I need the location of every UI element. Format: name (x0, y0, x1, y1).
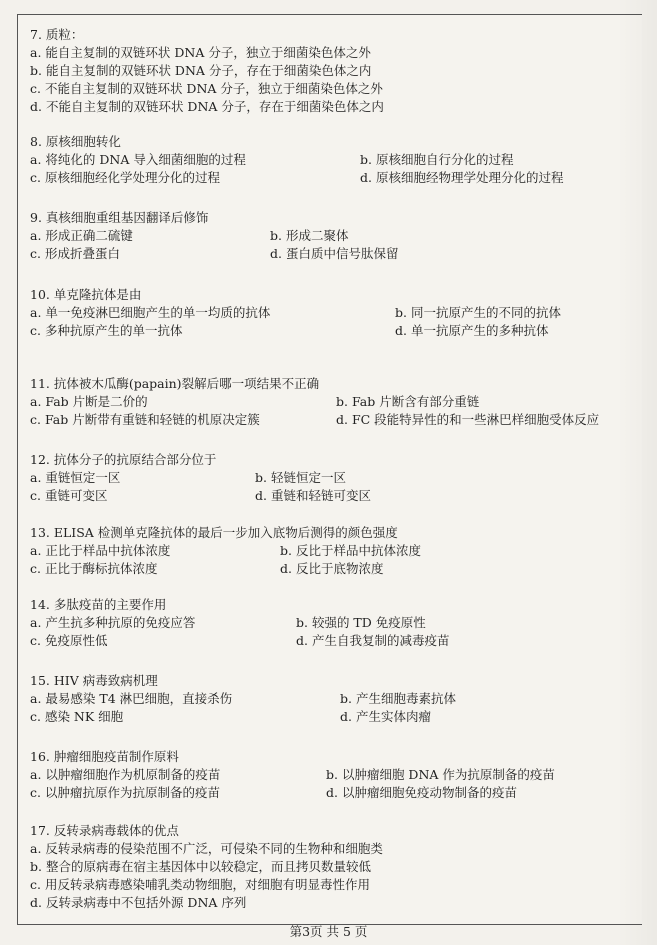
question-11 (30, 375, 600, 429)
option-text: d. 反转录病毒中不包括外源 DNA 序列 (30, 895, 247, 910)
question-stem: 7. 质粒： (30, 27, 84, 42)
option-text: d. 不能自主复制的双链环状 DNA 分子，存在于细菌染色体之内 (30, 99, 384, 114)
question-10 (30, 286, 561, 340)
option-text: b. 能自主复制的双链环状 DNA 分子，存在于细菌染色体之内 (30, 63, 372, 78)
option-row (30, 560, 398, 578)
option-text: d. 重链和轻链可变区 (255, 488, 371, 503)
option-text: c. 重链可变区 (30, 488, 108, 503)
option-text: a. 正比于样品中抗体浓度 (30, 543, 171, 558)
option-row (30, 44, 371, 62)
option-text: a. 重链恒定一区 (30, 470, 121, 485)
option-text: c. 免疫原性低 (30, 633, 108, 648)
option-text: d. 反比于底物浓度 (280, 561, 384, 576)
option-text: b. 较强的 TD 免疫原性 (296, 615, 426, 630)
option-text: c. 形成折叠蛋白 (30, 246, 120, 261)
option-row (30, 393, 480, 411)
option-text: d. 以肿瘤细胞免疫动物制备的疫苗 (326, 785, 517, 800)
option-row (30, 766, 555, 784)
option-text: c. 多种抗原产生的单一抗体 (30, 323, 183, 338)
question-stem: 16. 肿瘤细胞疫苗制作原料 (30, 749, 179, 764)
option-text: d. 产生自我复制的减毒疫苗 (296, 633, 450, 648)
option-text: b. 形成二聚体 (270, 228, 349, 243)
option-row (30, 80, 383, 98)
option-text: a. 形成正确二硫键 (30, 228, 133, 243)
option-row (30, 690, 456, 708)
option-text: a. 单一免疫淋巴细胞产生的单一均质的抗体 (30, 305, 271, 320)
option-row (30, 227, 349, 245)
page-footer: 第3页 共 5 页 (289, 924, 368, 939)
option-text: b. 轻链恒定一区 (255, 470, 346, 485)
question-17 (30, 822, 383, 912)
option-text: c. 正比于酶标抗体浓度 (30, 561, 158, 576)
option-text: b. Fab 片断含有部分重链 (336, 394, 480, 409)
option-row (30, 858, 371, 876)
question-8 (30, 133, 564, 187)
option-text: b. 整合的原病毒在宿主基因体中以较稳定，而且拷贝数量较低 (30, 859, 371, 874)
option-text: c. 以肿瘤抗原作为抗原制备的疫苗 (30, 785, 220, 800)
question-stem: 15. HIV 病毒致病机理 (30, 673, 158, 688)
option-row (30, 614, 426, 632)
option-text: a. 将纯化的 DNA 导入细菌细胞的过程 (30, 152, 246, 167)
question-7 (30, 26, 384, 116)
question-16 (30, 748, 555, 802)
option-text: d. FC 段能特异性的和一些淋巴样细胞受体反应 (336, 412, 600, 427)
option-row (30, 876, 370, 894)
option-text: c. 用反转录病毒感染哺乳类动物细胞，对细胞有明显毒性作用 (30, 877, 370, 892)
question-stem: 12. 抗体分子的抗原结合部分位于 (30, 452, 217, 467)
option-row (30, 840, 383, 858)
option-row (30, 487, 371, 505)
option-row (30, 542, 421, 560)
option-row (30, 411, 600, 429)
option-text: b. 同一抗原产生的不同的抗体 (395, 305, 561, 320)
option-text: a. 能自主复制的双链环状 DNA 分子，独立于细菌染色体之外 (30, 45, 371, 60)
option-text: a. 反转录病毒的侵染范围不广泛，可侵染不同的生物种和细胞类 (30, 841, 383, 856)
option-text: a. Fab 片断是二价的 (30, 394, 148, 409)
question-stem: 17. 反转录病毒载体的优点 (30, 823, 179, 838)
option-row (30, 98, 384, 116)
question-9 (30, 209, 399, 263)
option-row (30, 894, 247, 912)
option-text: c. 不能自主复制的双链环状 DNA 分子，独立于细菌染色体之外 (30, 81, 383, 96)
question-stem: 14. 多肽疫苗的主要作用 (30, 597, 167, 612)
question-stem: 10. 单克隆抗体是由 (30, 287, 142, 302)
question-stem: 11. 抗体被木瓜酶(papain)裂解后哪一项结果不正确 (30, 376, 320, 391)
option-text: a. 最易感染 T4 淋巴细胞，直接杀伤 (30, 691, 233, 706)
option-row (30, 151, 514, 169)
option-text: d. 原核细胞经物理学处理分化的过程 (360, 170, 564, 185)
option-row (30, 469, 346, 487)
option-row (30, 322, 549, 340)
option-text: b. 以肿瘤细胞 DNA 作为抗原制备的疫苗 (326, 767, 555, 782)
option-row (30, 708, 431, 726)
option-text: c. Fab 片断带有重链和轻链的机原决定簇 (30, 412, 260, 427)
option-row (30, 245, 399, 263)
option-row (30, 169, 564, 187)
question-stem: 9. 真核细胞重组基因翻译后修饰 (30, 210, 209, 225)
option-row (30, 784, 517, 802)
option-text: d. 蛋白质中信号肽保留 (270, 246, 399, 261)
question-14 (30, 596, 450, 650)
option-text: d. 单一抗原产生的多种抗体 (395, 323, 549, 338)
option-row (30, 632, 450, 650)
option-row (30, 304, 561, 322)
option-text: b. 产生细胞毒素抗体 (340, 691, 456, 706)
scan-shadow (617, 0, 657, 945)
question-12 (30, 451, 371, 505)
question-stem: 13. ELISA 检测单克隆抗体的最后一步加入底物后测得的颜色强度 (30, 525, 398, 540)
option-text: c. 原核细胞经化学处理分化的过程 (30, 170, 220, 185)
question-13 (30, 524, 421, 578)
option-text: b. 反比于样品中抗体浓度 (280, 543, 421, 558)
question-15 (30, 672, 456, 726)
option-text: c. 感染 NK 细胞 (30, 709, 124, 724)
option-text: a. 产生抗多种抗原的免疫应答 (30, 615, 196, 630)
question-stem: 8. 原核细胞转化 (30, 134, 121, 149)
option-row (30, 62, 372, 80)
option-text: d. 产生实体肉瘤 (340, 709, 431, 724)
option-text: b. 原核细胞自行分化的过程 (360, 152, 514, 167)
option-text: a. 以肿瘤细胞作为机原制备的疫苗 (30, 767, 221, 782)
